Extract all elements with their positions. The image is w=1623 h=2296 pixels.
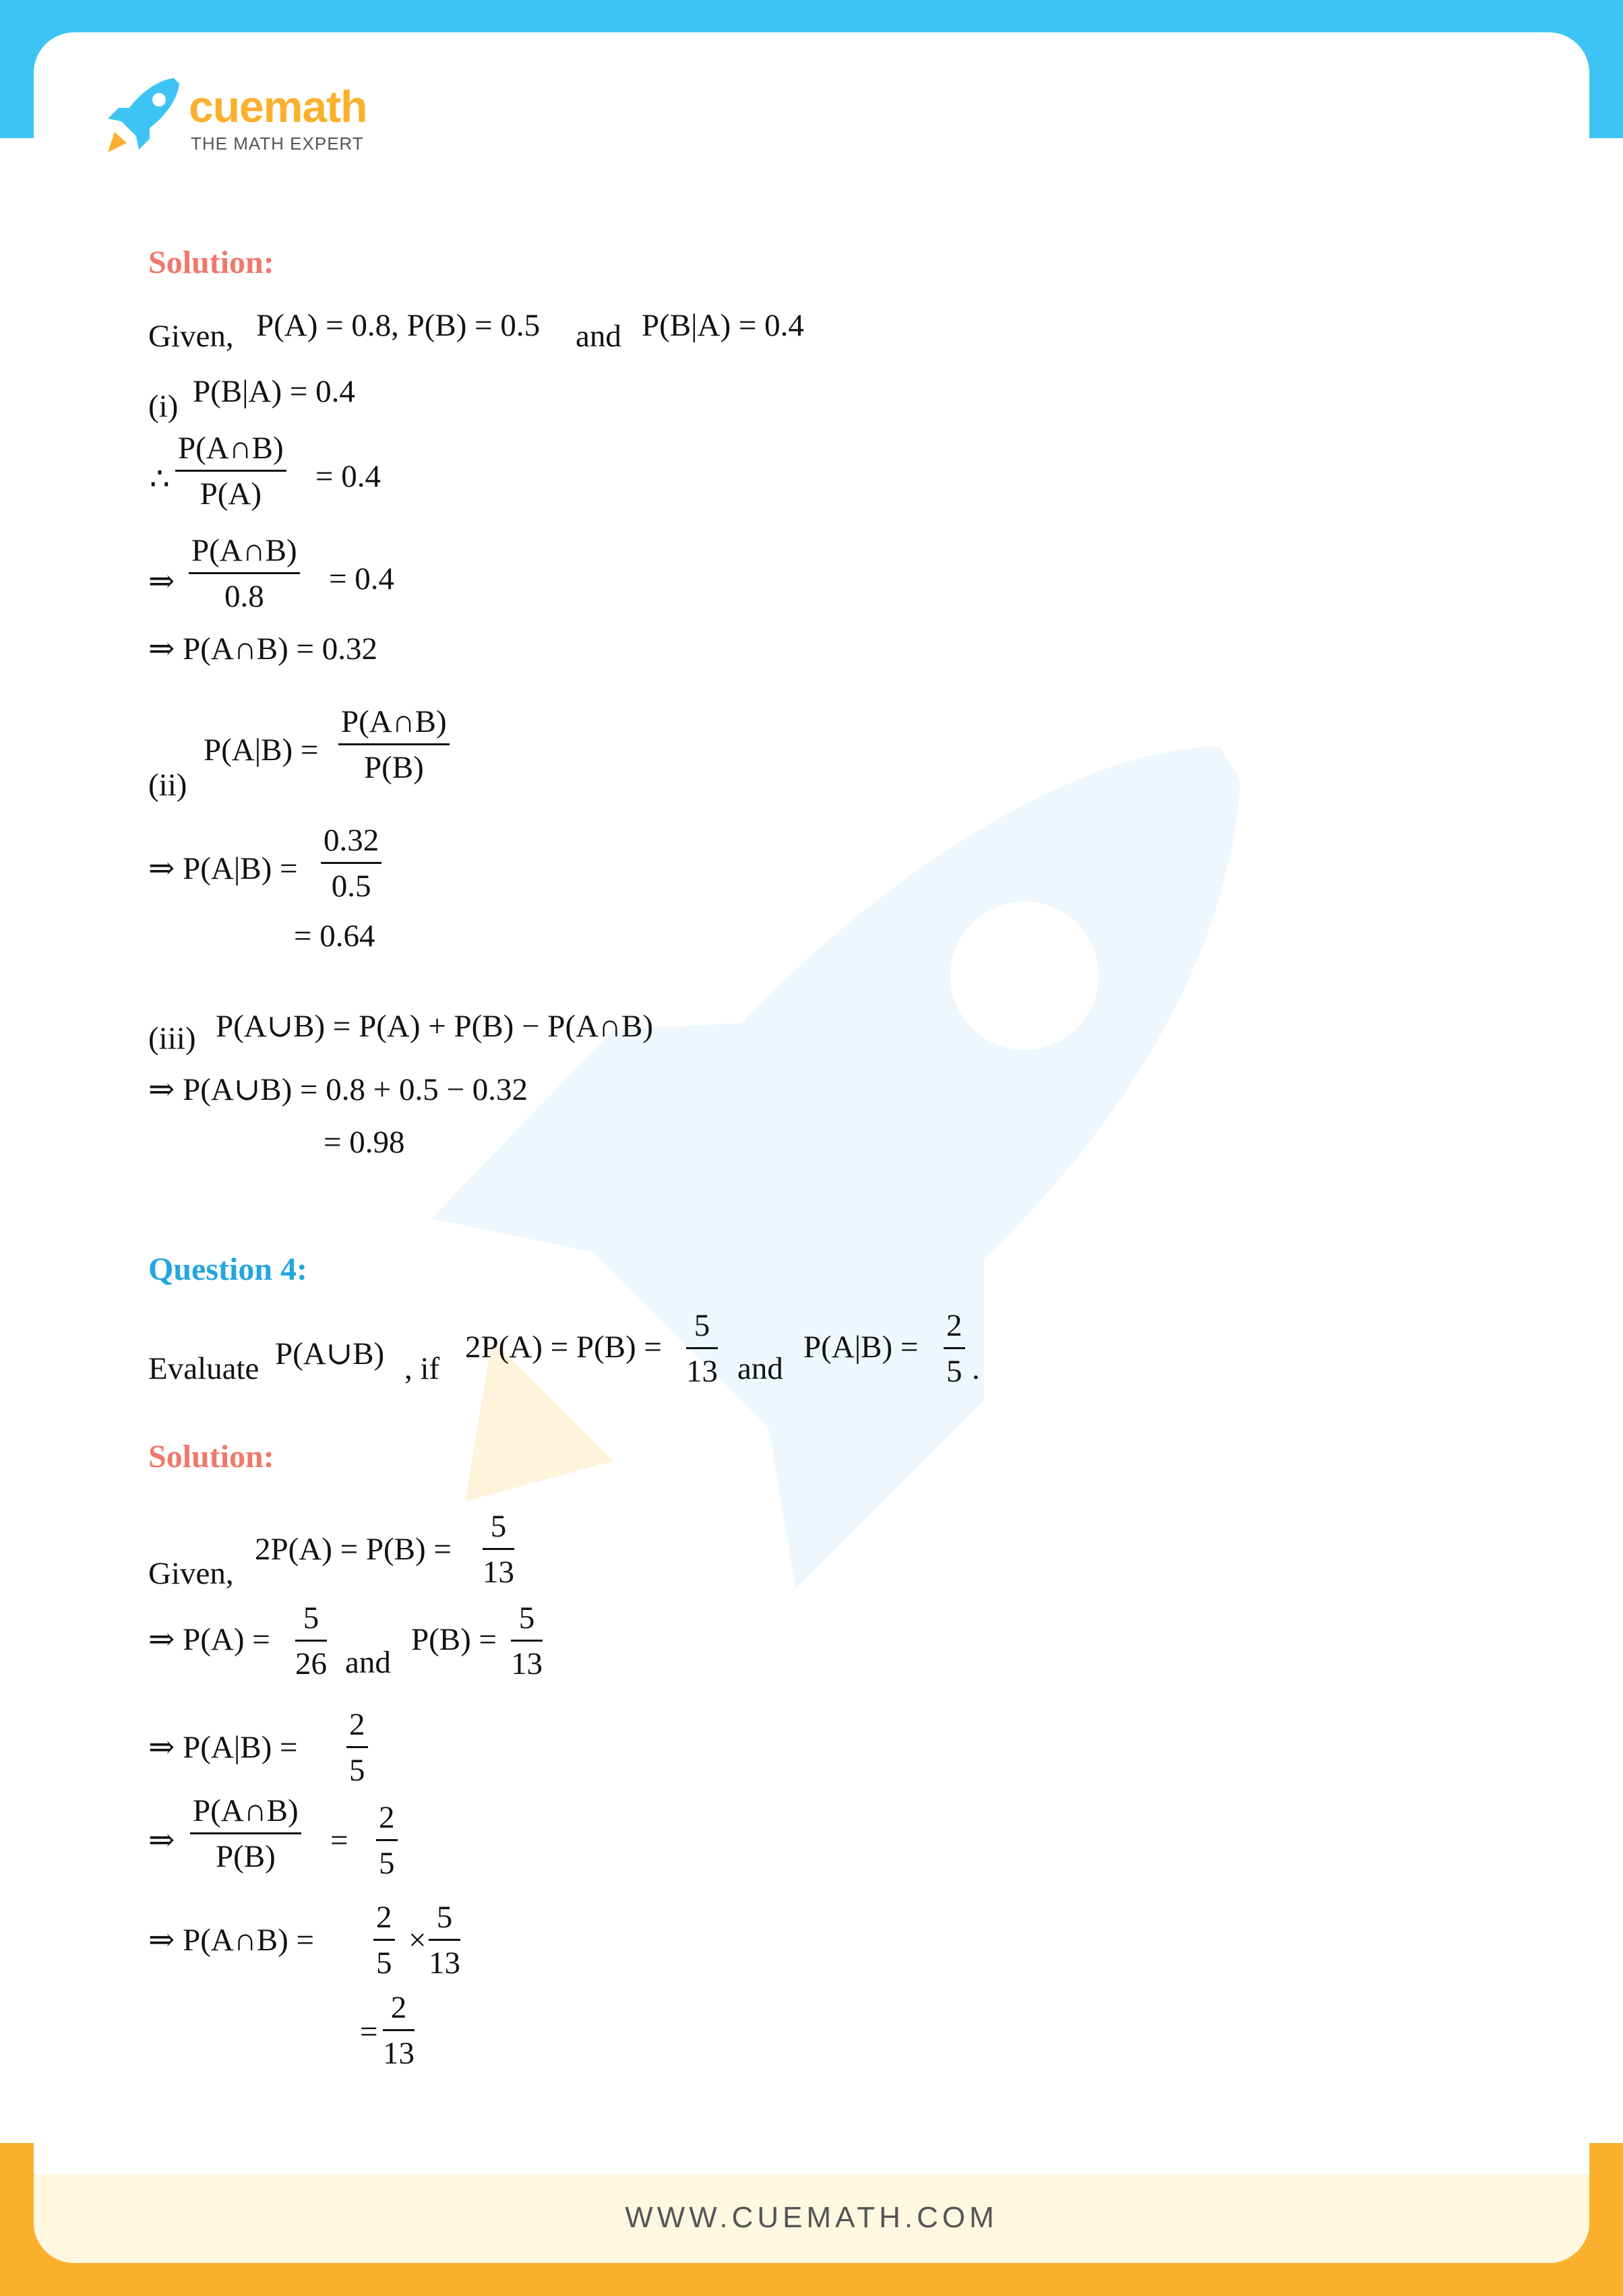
equation-lhs: P(B) = (411, 1622, 497, 1657)
given-and: and (576, 319, 621, 354)
fraction: $\frac{2}{5}$ (346, 1709, 368, 1787)
fraction: $\frac{P(A\cap B)}{0.8}$ (189, 535, 300, 613)
times-symbol: × (408, 1923, 427, 1958)
question-text: Evaluate (148, 1351, 259, 1386)
question-heading: Question 4: (148, 1251, 308, 1287)
question-expression: 2P(A) = P(B) = (465, 1330, 662, 1365)
fraction: $\frac{0.32}{0.5}$ (321, 825, 381, 902)
therefore-symbol: ∴ (150, 462, 170, 497)
question-text: . (972, 1351, 980, 1386)
fraction: $\frac{5}{13}$ (429, 1900, 460, 1981)
question-expression: P(A|B) = (803, 1330, 919, 1365)
fraction: $\frac{P(A\cap B)}{P(A)}$ (175, 433, 286, 510)
implies-symbol: ⇒ (148, 1823, 175, 1858)
part-i-line1: P(B|A) = 0.4 (193, 374, 355, 409)
question-text: , if (404, 1351, 440, 1386)
and-text: and (345, 1645, 391, 1680)
equation-rhs: = 0.4 (329, 561, 395, 596)
fraction: $\frac{5}{13}$ (511, 1601, 543, 1681)
given-label: Given, (148, 319, 234, 354)
given-expression: P(A) = 0.8, P(B) = 0.5 (256, 308, 541, 343)
part-ii-result: = 0.64 (294, 919, 375, 954)
part-iii-line2: ⇒ P(A∪B) = 0.8 + 0.5 − 0.32 (148, 1072, 528, 1107)
fraction: $\frac{2}{5}$ (944, 1310, 965, 1388)
solution-heading: Solution: (148, 1439, 274, 1475)
fraction: $\frac{P(A\cap B)}{P(B)}$ (190, 1795, 301, 1873)
equals-symbol: = (330, 1823, 348, 1858)
document-content (34, 32, 1589, 2263)
part-ii-line2-lhs: ⇒ P(A|B) = (148, 851, 298, 886)
fraction: $\frac{5}{26}$ (295, 1601, 327, 1681)
equation-lhs: ⇒ P(A|B) = (148, 1730, 298, 1765)
implies-symbol: ⇒ (148, 564, 175, 599)
fraction: $\frac{P(A\cap B)}{P(B)}$ (338, 706, 450, 784)
given-label: Given, (148, 1556, 234, 1591)
question-expression: P(A∪B) (275, 1336, 385, 1371)
part-iii-label: (iii) (148, 1021, 196, 1056)
equation-lhs: ⇒ P(A) = (148, 1622, 270, 1657)
fraction: $\frac{2}{5}$ (373, 1902, 395, 1979)
fraction: $\frac{5}{13}$ (483, 1509, 514, 1590)
equation-rhs: = 0.4 (315, 459, 381, 494)
page-card (34, 32, 1589, 2263)
part-iii-line1: P(A∪B) = P(A) + P(B) − P(A∩B) (216, 1009, 653, 1044)
fraction: $\frac{2}{5}$ (376, 1802, 398, 1880)
equation-lhs: ⇒ P(A∩B) = (148, 1923, 315, 1958)
part-ii-label: (ii) (148, 768, 187, 803)
question-text: and (737, 1351, 783, 1386)
brand-tagline: THE MATH EXPERT (191, 133, 364, 154)
part-i-result: ⇒ P(A∩B) = 0.32 (148, 631, 378, 666)
fraction: $\frac{5}{13}$ (686, 1308, 718, 1389)
part-i-label: (i) (148, 389, 179, 424)
brand-name: cuemath (189, 82, 367, 131)
part-ii-lhs: P(A|B) = (204, 733, 319, 768)
fraction: $\frac{2}{13}$ (383, 1990, 415, 2071)
website-link[interactable]: WWW.CUEMATH.COM (625, 2201, 998, 2234)
equals-symbol: = (360, 2014, 378, 2049)
equation-lhs: 2P(A) = P(B) = (255, 1532, 452, 1567)
given-conditional: P(B|A) = 0.4 (642, 308, 804, 343)
solution-heading: Solution: (148, 245, 274, 280)
part-iii-result: = 0.98 (324, 1125, 405, 1160)
